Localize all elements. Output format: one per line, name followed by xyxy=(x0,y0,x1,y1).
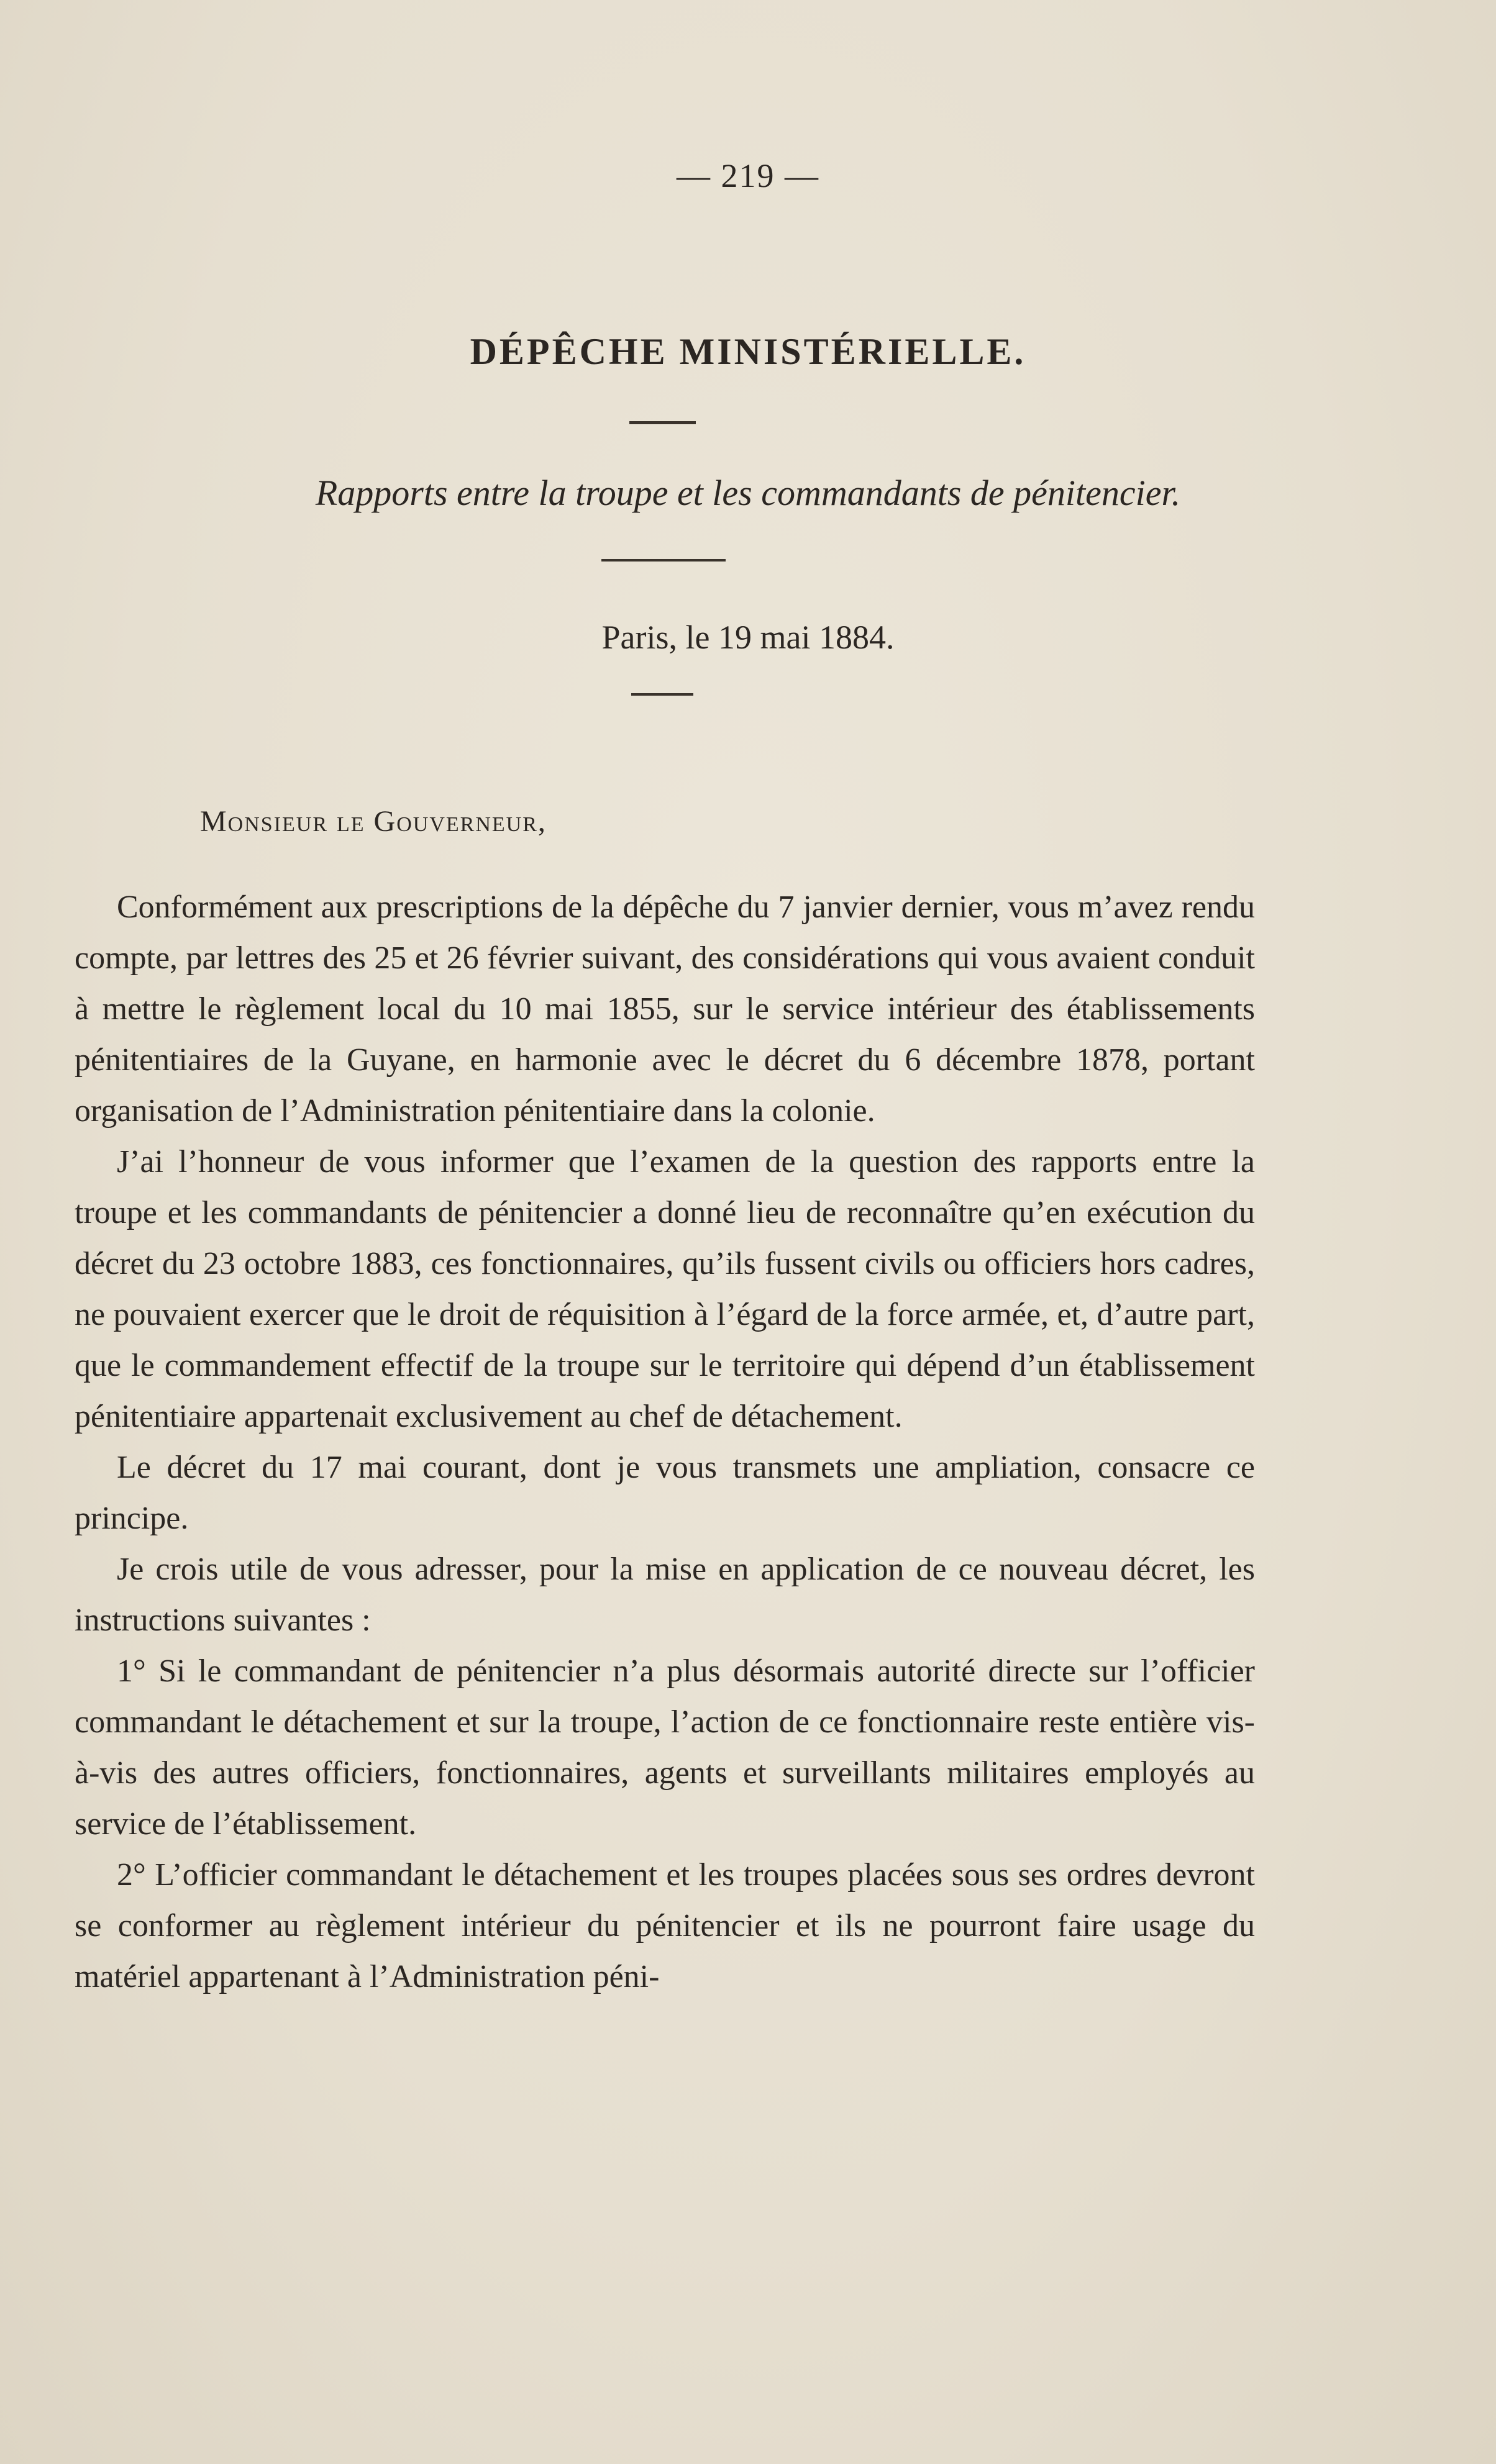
document-subtitle: Rapports entre la troupe et les commandants de pénitencier. xyxy=(315,473,1181,513)
paragraph: J’ai l’honneur de vous informer que l’examen de la question des rapports entre la troupe et les commandants de pénitencier a donné lieu de reconnaître qu’en exécution du décret du 23 octobre 1883, ces fonctionnaires, qu’ils fussent civils ou officiers hors cadres, ne pouvaient exercer que le droit de réquisition à l’égard de la force armée, et, d’autre part, que le commandement effectif de la troupe sur le territoire qui dépend d’un établissement pénitentiaire appartenait exclusivement au chef de détachement. xyxy=(75,1144,1255,1434)
dateline-rule xyxy=(631,693,693,696)
paragraph: Le décret du 17 mai courant, dont je vous transmets une ampliation, consacre ce principe. xyxy=(75,1450,1255,1536)
page-number: — 219 — xyxy=(677,157,819,194)
paragraph: 2° L’officier commandant le détachement et les troupes placées sous ses ordres devront se conformer au règlement intérieur du pénitencier et ils ne pourront faire usage du matériel appartenant à l’Administration péni- xyxy=(75,1857,1255,1994)
subtitle-rule xyxy=(601,559,726,561)
letter-body xyxy=(75,882,1255,2003)
salutation: Monsieur le Gouverneur, xyxy=(200,805,547,838)
paragraph: 1° Si le commandant de pénitencier n’a plus désormais autorité directe sur l’officier commandant le détachement et sur la troupe, l’action de ce fonctionnaire reste entière vis-à-vis des autres officiers, fonctionnaires, agents et surveillants militaires employés au service de l’établissement. xyxy=(75,1653,1255,1842)
paragraph: Je crois utile de vous adresser, pour la mise en application de ce nouveau décret, les instructions suivantes : xyxy=(75,1552,1255,1638)
paragraph: Conformément aux prescriptions de la dépêche du 7 janvier dernier, vous m’avez rendu compte, par lettres des 25 et 26 février suivant, des considérations qui vous avaient conduit à mettre le règlement local du 10 mai 1855, sur le service intérieur des établissements pénitentiaires de la Guyane, en harmonie avec le décret du 6 décembre 1878, portant organisation de l’Administration pénitentiaire dans la colonie. xyxy=(75,889,1255,1129)
dateline: Paris, le 19 mai 1884. xyxy=(601,619,895,656)
title-rule xyxy=(629,421,696,424)
document-title: DÉPÊCHE MINISTÉRIELLE. xyxy=(470,331,1026,372)
